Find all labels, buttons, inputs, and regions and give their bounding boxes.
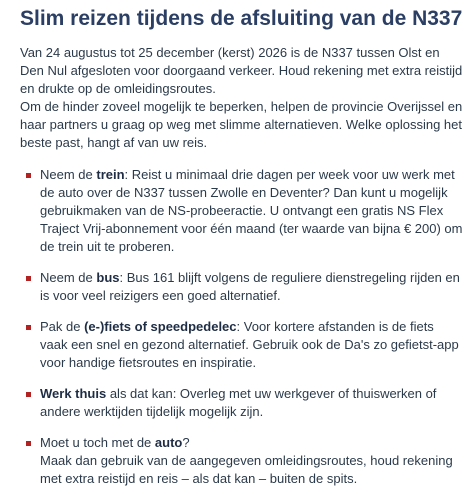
item-text: : Bus 161 blijft volgens de reguliere dienstregeling rijden en is voor veel reizigers een goed alternatief. [40, 270, 460, 303]
list-item-bus [20, 269, 463, 305]
item-text: als dat kan: Overleg met uw werkgever of thuiswerken of andere werktijden tijdelijk mogelijk zijn. [40, 386, 437, 419]
item-pre: Neem de [40, 270, 97, 285]
item-keyword: auto [154, 435, 183, 450]
bullet-icon [26, 173, 31, 178]
item-pre: Pak de [40, 319, 85, 334]
item-text: : Voor kortere afstanden is de fiets vaak een snel en gezond alternatief. Gebruik ook de Da's zo gefietst-app voor handige fietsroutes en inspiratie. [40, 319, 459, 370]
page-title: Slim reizen tijdens de afsluiting van de N337 [20, 7, 463, 30]
list-item-car [20, 434, 463, 488]
item-keyword: Werk thuis [40, 386, 107, 401]
bullet-icon [26, 325, 31, 330]
item-pre: Moet u toch met de [40, 435, 155, 450]
item-pre: Neem de [40, 167, 97, 182]
item-text: : Reist u minimaal drie dagen per week voor uw werk met de auto over de N337 tussen Zwolle en Deventer? Dan kunt u mogelijk gebruikmaken van de NS-probeeractie. U ontvangt een gratis NS Flex Traject Vrij-abonnement voor één maand (ter waarde van bijna € 200) om de trein uit te proberen. [40, 167, 463, 254]
bullet-icon [26, 441, 31, 446]
item-text-line-2: Maak dan gebruik van de aangegeven omleidingsroutes, houd rekening met extra reistijd en reis – als dat kan – buiten de spits. [40, 453, 453, 486]
list-item-train [20, 166, 463, 256]
item-text: ? [182, 435, 190, 450]
options-list [20, 166, 463, 488]
bullet-icon [26, 392, 31, 397]
list-item-work-from-home [20, 385, 463, 421]
list-item-bike [20, 318, 463, 372]
intro-paragraph-1: Van 24 augustus tot 25 december (kerst) 2026 is de N337 tussen Olst en Den Nul afgesloten voor doorgaand verkeer. Houd rekening met extra reistijd en drukte op de omleidingsroutes. [20, 45, 463, 96]
intro [20, 44, 463, 152]
bullet-icon [26, 276, 31, 281]
item-keyword: bus [96, 270, 120, 285]
item-keyword: (e-)fiets of speedpedelec [84, 319, 237, 334]
intro-paragraph-2: Om de hinder zoveel mogelijk te beperken, helpen de provincie Overijssel en haar partners u graag op weg met slimme alternatieven. Welke oplossing het beste past, hangt af van uw reis. [20, 99, 463, 150]
item-keyword: trein [96, 167, 125, 182]
